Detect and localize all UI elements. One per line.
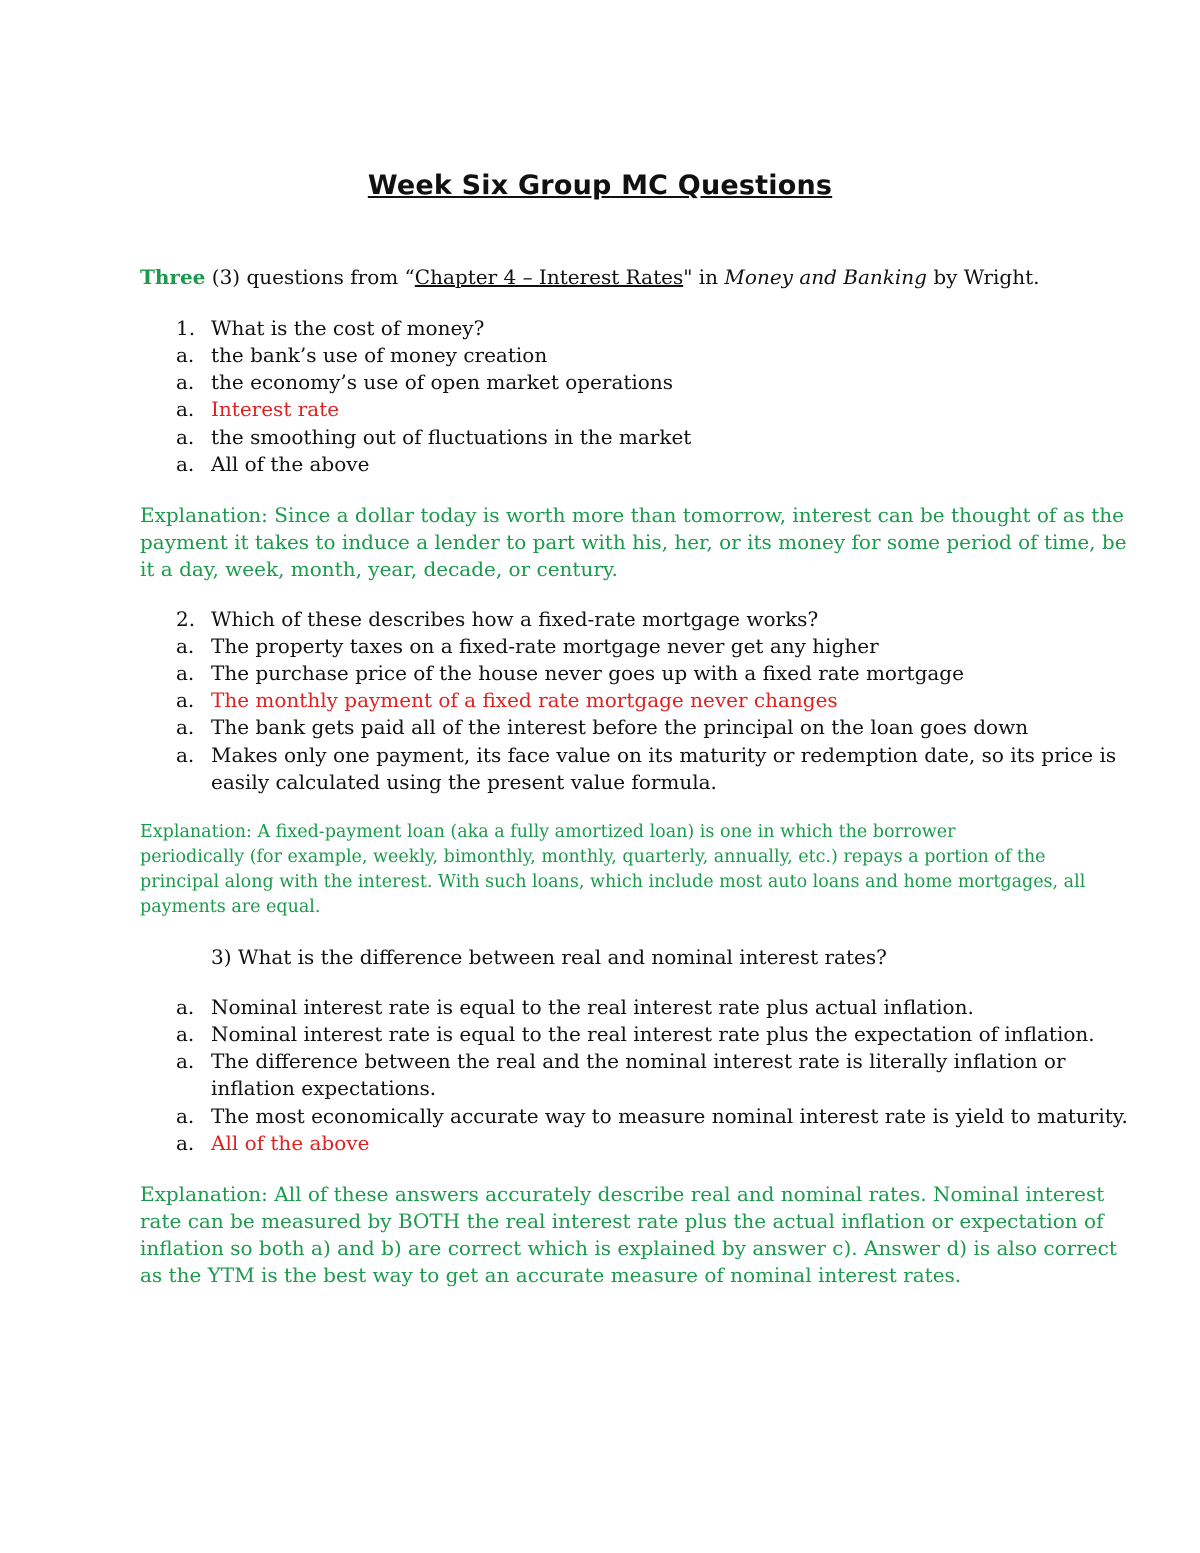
option-marker: a. [176,995,195,1019]
option-text: easily calculated using the present value formula. [211,770,717,794]
question-text: What is the cost of money? [211,316,485,340]
explanation-line: as the YTM is the best way to get an accurate measure of nominal interest rates. [140,1263,962,1287]
explanation-line: payment it takes to induce a lender to part with his, her, or its money for some period of time, be [140,530,1127,554]
option-text: the bank’s use of money creation [211,343,548,367]
explanation-line: periodically (for example, weekly, bimonthly, monthly, quarterly, annually, etc.) repays a portion of the [140,847,1046,867]
option-marker: a. [176,425,195,449]
explanation-line: rate can be measured by BOTH the real interest rate plus the actual inflation or expectation of [140,1209,1104,1233]
intro-text-mid: " in [683,265,725,289]
option-marker: a. [176,370,195,394]
q2-explanation [140,820,1085,920]
explanation-line: inflation so both a) and b) are correct which is explained by answer c). Answer d) is also correct [140,1236,1117,1260]
option-marker: a. [176,1049,195,1073]
option-text: inflation expectations. [211,1076,437,1100]
explanation-line: Explanation: All of these answers accurately describe real and nominal rates. Nominal interest [140,1182,1105,1206]
explanation-line: Explanation: A fixed-payment loan (aka a fully amortized loan) is one in which the borrower [140,822,956,842]
option-marker: a. [176,1022,195,1046]
page-title: Week Six Group MC Questions [367,170,833,201]
option-marker: a. [176,452,195,476]
explanation-line: Explanation: Since a dollar today is worth more than tomorrow, interest can be thought of as the [140,503,1124,527]
option-marker: a. [176,661,195,685]
explanation-line: payments are equal. [140,897,321,917]
option-text: Nominal interest rate is equal to the real interest rate plus the expectation of inflation. [211,1022,1095,1046]
option-text: the economy’s use of open market operations [211,370,673,394]
option-marker: a. [176,397,195,421]
option-text: All of the above [211,452,370,476]
explanation-line: principal along with the interest. With such loans, which include most auto loans and home mortgages, all [140,872,1086,892]
option-text: The difference between the real and the nominal interest rate is literally inflation or [211,1049,1066,1073]
option-text: Nominal interest rate is equal to the real interest rate plus actual inflation. [211,995,974,1019]
option-marker: a. [176,688,195,712]
explanation-line: it a day, week, month, year, decade, or century. [140,557,618,581]
q1-explanation [140,502,1127,583]
question-3: 3) What is the difference between real and nominal interest rates? [211,945,887,969]
correct-answer: Interest rate [211,397,340,421]
correct-answer: All of the above [211,1131,370,1155]
option-text: The property taxes on a fixed-rate mortgage never get any higher [211,634,879,658]
option-text: The purchase price of the house never goes up with a fixed rate mortgage [211,661,964,685]
intro-text: (3) questions from “ [205,265,415,289]
option-marker: a. [176,1104,195,1128]
chapter-reference: Chapter 4 – Interest Rates [414,265,684,289]
option-marker: a. [176,1131,195,1155]
question-number: 2. [176,607,196,631]
option-text: Makes only one payment, its face value on its maturity or redemption date, so its price is [211,743,1117,767]
option-marker: a. [176,343,195,367]
q3-explanation [140,1181,1117,1289]
option-text: the smoothing out of fluctuations in the market [211,425,692,449]
option-marker: a. [176,715,195,739]
question-count: Three [140,265,206,289]
intro-text-end: by Wright. [926,265,1040,289]
book-title: Money and Banking [724,265,927,289]
option-text: The bank gets paid all of the interest before the principal on the loan goes down [211,715,1029,739]
correct-answer: The monthly payment of a fixed rate mortgage never changes [211,688,838,712]
option-marker: a. [176,634,195,658]
intro-paragraph [140,264,1040,291]
question-number: 1. [176,316,196,340]
option-text: The most economically accurate way to measure nominal interest rate is yield to maturity. [211,1104,1128,1128]
option-marker: a. [176,743,195,767]
question-text: Which of these describes how a fixed-rate mortgage works? [211,607,819,631]
